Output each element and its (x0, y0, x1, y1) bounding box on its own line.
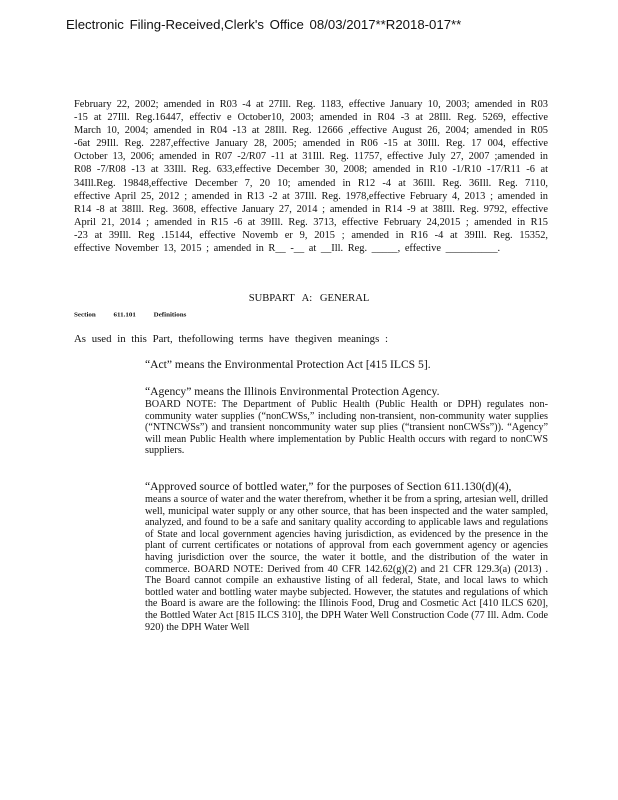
section-number: Section 611.101 (74, 311, 136, 319)
definition-term: “Act” means the Environmental Protection Act [415 ILCS 5]. (145, 358, 431, 371)
rule-history-paragraph: February 22, 2002; amended in R03 -4 at 27Ill. Reg. 1183, effective January 10, 2003; amended in R03 -15 at 27Ill. Reg.16447, effectiv e October10, 2003; amended in R04 -3 at 28Ill. Reg. 5269, effective March 10, 2004; amended in R04 -13 at 28Ill. Reg. 12666 ,effective August 26, 2004; amended in R05 -6at 29Ill. Reg. 2287,effective January 28, 2005; amended in R06 -15 at 30Ill. Reg. 17 004, effective October 13, 2006; amended in R07 -2/R07 -11 at 31Ill. Reg. 11757, effective July 27, 2007 ;amended in R08 -7/R08 -13 at 33Ill. Reg. 633,effective December 30, 2008; amended in R10 -1/R10 -17/R11 -6 at 34Ill.Reg. 19848,effective December 7, 20 10; amended in R12 -4 at 36Ill. Reg. 36Ill. Reg. 7110, effective April 25, 2012 ; amended in R13 -2 at 37Ill. Reg. 1978,effective February 4, 2013 ; amended in R14 -8 at 38Ill. Reg. 3608, effective January 27, 2014 ; amended in R14 -9 at 38Ill. Reg. 9792, effective April 21, 2014 ; amended in R15 -6 at 39Ill. Reg. 3713, effective February 24,2015 ; amended in R15 -23 at 39Ill. Reg .15144, effective Novemb er 9, 2015 ; amended in R16 -4 at 39Ill. Reg. 15352, effective November 13, 2015 ; amended in R__ -__ at __Ill. Reg. _____, effective __________. (74, 99, 548, 255)
definition-act (145, 358, 548, 372)
filing-stamp-header: Electronic Filing-Received,Clerk's Office 08/03/2017**R2018-017** (66, 17, 462, 32)
subpart-heading (0, 293, 618, 304)
definition-term: “Agency” means the Illinois Environmental Protection Agency. (145, 385, 440, 398)
definition-term: “Approved source of bottled water,” for the purposes of Section 611.130(d)(4), (145, 480, 512, 493)
intro-sentence: As used in this Part, thefollowing terms have thegiven meanings : (74, 333, 388, 345)
section-heading (74, 311, 186, 318)
definition-approved-source (145, 480, 548, 633)
subpart-heading-text: SUBPART A: GENERAL (248, 293, 370, 304)
section-title: Definitions (153, 311, 187, 319)
board-note: BOARD NOTE: The Department of Public Health (Public Health or DPH) regulates non-community water supplies (“nonCWSs,” including non-transient, non-community water supplies (“NTNCWSs”) and transient noncommunity water sup plies (“transient nonCWSs”)). “Agency” will mean Public Health where implementation by Public Health occurs with regard to nonCWS suppliers. (145, 399, 548, 457)
definition-body: means a source of water and the water therefrom, whether it be from a spring, artesian well, drilled well, municipal water supply or any other source, that has been inspected and the water sampled, analyzed, and found to be a safe and sanitary quality according to applicable laws and regulations of State and local government agencies having jurisdiction, as evidenced by the presence in the plant of current certificates or notations of approval from each government agency or agencies having jurisdiction over the source, the water it bottle, and the distribution of the water in commerce. BOARD NOTE: Derived from 40 CFR 142.62(g)(2) and 21 CFR 129.3(a) (2013) . The Board cannot compile an exhaustive listing of all federal, State, and local laws to which bottled water and bottling water maybe subjected. However, the statutes and regulations of which the Board is aware are the following: the Illinois Food, Drug and Cosmetic Act [410 ILCS 620], the Bottled Water Act [815 ILCS 310], the DPH Water Well Construction Code (77 Ill. Adm. Code 920) the DPH Water Well (145, 494, 548, 633)
definition-agency (145, 385, 548, 457)
